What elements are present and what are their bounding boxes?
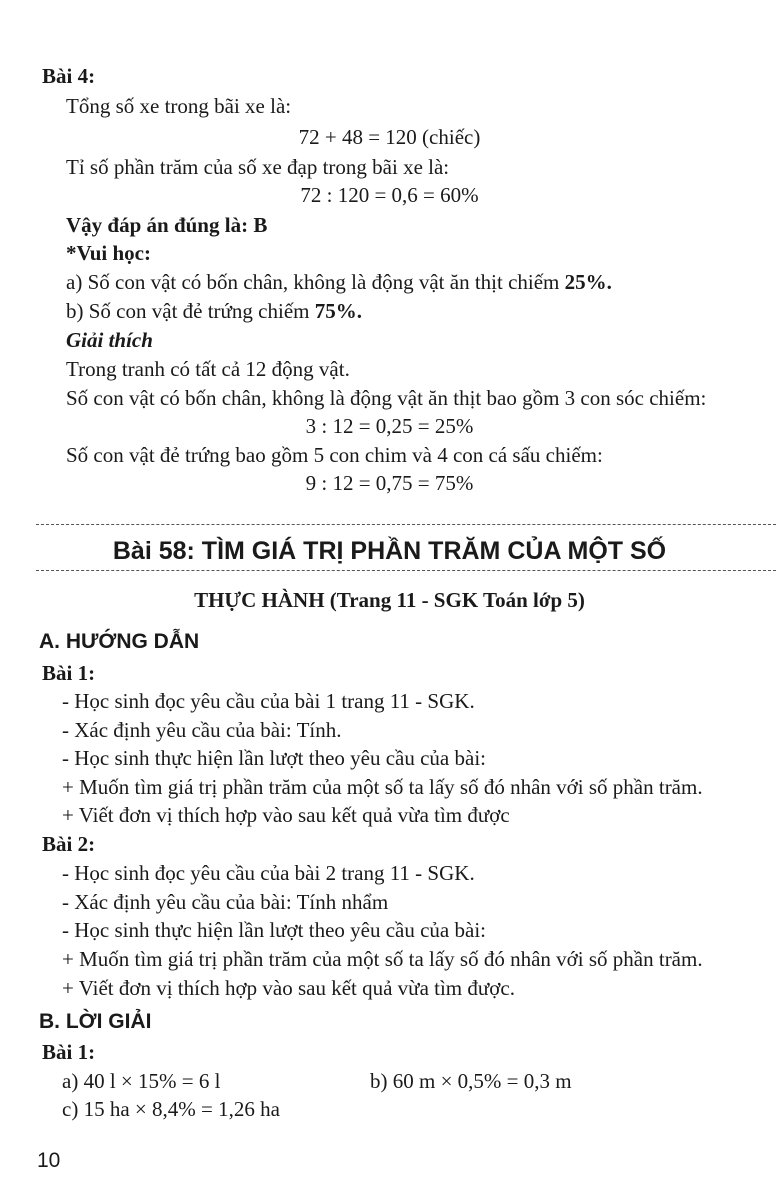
lg-bai1-c: c) 15 ha × 8,4% = 1,26 ha (62, 1097, 280, 1121)
bai4-equation2: 72 : 120 = 0,6 = 60% (300, 183, 479, 207)
lg-bai1-heading: Bài 1: (42, 1040, 96, 1064)
divider-bottom (36, 570, 776, 571)
hd-bai2-line: + Viết đơn vị thích hợp vào sau kết quả vừa tìm được. (62, 976, 515, 1000)
vui-hoc-a (66, 269, 612, 295)
hd-bai1-heading: Bài 1: (42, 661, 96, 685)
lesson-title: Bài 58: TÌM GIÁ TRỊ PHẦN TRĂM CỦA MỘT SỐ (112, 537, 667, 565)
giai-thich-line1: Trong tranh có tất cả 12 động vật. (66, 357, 350, 381)
hd-bai1-line: + Muốn tìm giá trị phần trăm của một số ta lấy số đó nhân với số phần trăm. (62, 775, 703, 799)
vui-hoc-b-value: 75%. (314, 299, 362, 323)
giai-thich-equation2: 9 : 12 = 0,75 = 75% (305, 471, 474, 495)
lg-bai1-a: a) 40 l × 15% = 6 l (62, 1069, 221, 1093)
giai-thich-heading: Giải thích (66, 328, 153, 352)
bai4-answer: Vậy đáp án đúng là: B (66, 213, 268, 237)
vui-hoc-a-text: a) Số con vật có bốn chân, không là động vật ăn thịt chiếm (66, 270, 565, 294)
divider-top (36, 524, 776, 525)
vui-hoc-heading: *Vui học: (66, 241, 151, 265)
bai4-line2: Tỉ số phần trăm của số xe đạp trong bãi xe là: (66, 155, 450, 179)
vui-hoc-a-value: 25%. (564, 270, 612, 294)
hd-bai1-line: + Viết đơn vị thích hợp vào sau kết quả vừa tìm được (62, 803, 510, 827)
huong-dan-heading: A. HƯỚNG DẪN (39, 630, 200, 653)
vui-hoc-b-text: b) Số con vật đẻ trứng chiếm (66, 299, 315, 323)
loi-giai-heading: B. LỜI GIẢI (39, 1010, 152, 1033)
hd-bai1-line: - Học sinh thực hiện lần lượt theo yêu cầu của bài: (62, 746, 486, 770)
hd-bai2-heading: Bài 2: (42, 832, 96, 856)
hd-bai2-line: - Học sinh đọc yêu cầu của bài 2 trang 11 - SGK. (62, 861, 475, 885)
lesson-subtitle: THỰC HÀNH (Trang 11 - SGK Toán lớp 5) (194, 588, 585, 612)
bai4-line1: Tổng số xe trong bãi xe là: (66, 94, 292, 118)
giai-thich-line3: Số con vật đẻ trứng bao gồm 5 con chim và 4 con cá sấu chiếm: (66, 443, 603, 467)
bai4-equation1: 72 + 48 = 120 (chiếc) (298, 125, 481, 149)
lg-bai1-b: b) 60 m × 0,5% = 0,3 m (370, 1069, 572, 1093)
bai4-heading: Bài 4: (42, 64, 96, 88)
page-number: 10 (37, 1149, 61, 1172)
hd-bai2-line: + Muốn tìm giá trị phần trăm của một số ta lấy số đó nhân với số phần trăm. (62, 947, 703, 971)
vui-hoc-b (66, 298, 362, 324)
hd-bai1-line: - Học sinh đọc yêu cầu của bài 1 trang 11 - SGK. (62, 689, 475, 713)
giai-thich-equation1: 3 : 12 = 0,25 = 25% (305, 414, 474, 438)
hd-bai1-line: - Xác định yêu cầu của bài: Tính. (62, 718, 342, 742)
hd-bai2-line: - Học sinh thực hiện lần lượt theo yêu cầu của bài: (62, 918, 486, 942)
giai-thich-line2: Số con vật có bốn chân, không là động vật ăn thịt bao gồm 3 con sóc chiếm: (66, 386, 707, 410)
hd-bai2-line: - Xác định yêu cầu của bài: Tính nhẩm (62, 890, 389, 914)
